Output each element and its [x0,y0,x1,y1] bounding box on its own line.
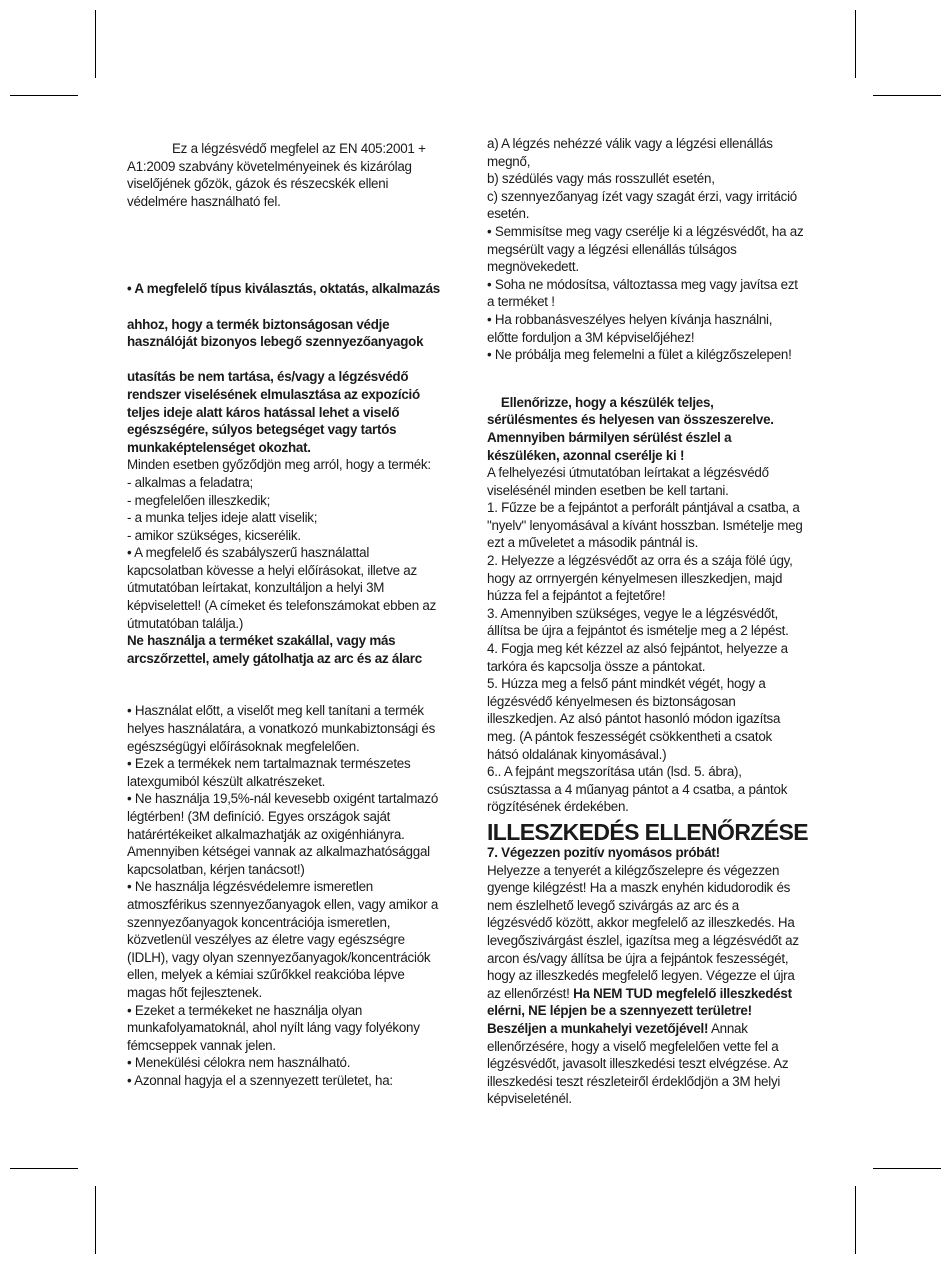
text-line: légzésvédő között, akkor megfelelő az illeszkedés. Ha [487,915,795,931]
text-line: Ellenőrizze, hogy a készülék teljes, [487,394,714,410]
text-line: - amikor szükséges, kicserélik. [127,527,301,543]
text-line: légzésvédő kényelmesen és biztonságosan [487,693,736,709]
text-line: viselőjének gőzök, gázok és részecskék elleni [127,176,389,192]
text-line: megsérült vagy a légzési ellenállás túlságos [487,241,737,257]
text-line: atmoszférikus szennyezőanyagok ellen, vagy amikor a [127,896,439,912]
text-line: • A megfelelő és szabályszerű használattal [127,545,370,561]
left-column [127,140,457,1090]
text-line: "nyelv" lenyomásával a kívánt hosszban. Ismételje meg [487,517,803,533]
text-line: hogy az illeszkedés megfelelő legyen. Végezze el újra [487,968,795,984]
text-span: Annak [708,1020,748,1036]
text-line: a terméket ! [487,294,555,310]
crop-mark [95,1186,96,1254]
text-line: hátsó oldalának kinyomásával.) [487,746,667,762]
text-line: állítsa be újra a fejpántot és ismételje meg a 2 lépést. [487,623,789,639]
text-line: • Használat előtt, a viselőt meg kell tanítani a termék [127,703,424,719]
crop-mark [855,10,856,78]
beard-warning: Ne használja a terméket szakállal, vagy más [127,633,396,649]
text-line: képviseleténél. [487,1091,572,1107]
inspection-warning [487,394,827,464]
text-line: tarkóra és kapcsolja össze a pántokat. [487,658,706,674]
text-line: 3. Amennyiben szükséges, vegye le a légzésvédőt, [487,605,778,621]
text-line: kapcsolatban kövesse a helyi előírásokat, illetve az [127,562,417,578]
right-column [487,135,827,1108]
text-line: illeszkedjen. Az alsó pántot hasonló módon igazítsa [487,711,781,727]
text-line: sérülésmentes és helyesen van összeszerelve. [487,412,774,428]
text-line: megnő, [487,153,531,169]
text-line: 5. Húzza meg a felső pánt mindkét végét, hogy a [487,676,766,692]
text-line: rögzítésének érdekében. [487,799,629,815]
text-line: viselésénél minden esetben be kell tartani. [487,482,729,498]
text-line: légtérben! (3M definíció. Egyes országok saját [127,809,391,824]
text-line: gyenge kilégzést! Ha a maszk enyhén kidudorodik és [487,880,791,896]
text-line: A1:2009 szabvány követelményeinek és kizárólag [127,158,412,174]
text-line [487,985,827,1003]
test-title: 7. Végezzen pozitív nyomásos próbát! [487,844,720,860]
text-line: latexgumiból készült alkatrészeket. [127,773,326,789]
text-line: A felhelyezési útmutatóban leírtakat a légzésvédő [487,465,769,481]
text-line: 6.. A fejpánt megszorítása után (lsd. 5. ábra), [487,764,742,780]
text-line: munkaképtelenséget okozhat. [127,439,311,455]
text-line: teljes ideje alatt káros hatással lehet a viselő [127,404,400,420]
text-line: - megfelelően illeszkedik; [127,492,271,508]
text-line: Amennyiben kétségei vannak az alkalmazhatósággal [127,844,430,860]
crop-mark [873,95,941,96]
text-line: • Menekülési célokra nem használható. [127,1055,351,1071]
text-line: illeszkedési teszt részleteiről érdeklődjön a 3M helyi [487,1073,781,1089]
text-line: esetén. [487,206,530,222]
text-line: • Ne próbálja meg felemelni a fület a kilégzőszelepen! [487,347,792,363]
text-line: rendszer viselésének elmulasztása az expozíció [127,386,420,402]
text-line: használóját bizonyos lebegő szennyezőanyagok [127,334,424,350]
text-line: csúsztassa a 4 műanyag pántot a 4 csatba, a pántok [487,781,788,797]
text-line: munkafolyamatoknál, ahol nyílt láng vagy folyékony [127,1020,420,1036]
final-paragraph [487,1038,827,1108]
text-span: az ellenőrzést! [487,985,574,1001]
text-line: képviselettel! (A címeket és telefonszámokat ebben az [127,598,437,614]
text-line: (IDLH), vagy olyan szennyezőanyagok/koncentrációk [127,949,431,965]
text-line: - a munka teljes ideje alatt viselik; [127,510,318,526]
section-heading: ILLESZKEDÉS ELLENŐRZÉSE [487,818,809,845]
text-line: c) szennyezőanyag ízét vagy szagát érzi, vagy irritáció [487,188,798,204]
text-line [487,1020,827,1038]
text-line: hogy az orrnyergén kényelmesen illeszkedjen, majd [487,570,783,586]
text-line: ellen, melyek a kémiai szűrőkkel reakcióba lépve [127,967,405,983]
text-line: légzésvédőt, javasolt illeszkedési teszt elvégzése. Az [487,1056,789,1072]
text-line: • Ne használja légzésvédelemre ismeretlen [127,879,374,895]
text-line: • Ezek a termékek nem tartalmaznak természetes [127,756,411,772]
text-line: ahhoz, hogy a termék biztonságosan védje [127,316,390,332]
fitting-instructions [487,464,827,816]
text-line: megnövekedett. [487,259,579,275]
text-line: b) szédülés vagy más rosszullét esetén, [487,171,715,187]
text-line: ezt a műveletet a második pántnál is. [487,535,699,551]
text-line: útmutatóban találja.) [127,615,244,631]
text-line: határértékeiket alkalmazhatják az oxigénhiányra. [127,826,405,842]
warning-heading: • A megfelelő típus kiválasztás, oktatás, alkalmazás [127,281,440,297]
text-line: • Ezeket a termékeket ne használja olyan [127,1002,363,1018]
beard-warning: arcszőrzettel, amely gátolhatja az arc és az álarc [127,650,422,666]
text-line: 4. Fogja meg két kézzel az alsó fejpántot, helyezze a [487,641,788,657]
text-line: levegőszivárgást észlel, igazítsa meg a légzésvédőt az [487,932,799,948]
text-line: nem észlelhető levegő szivárgás az arc és a [487,897,739,913]
text-line: - alkalmas a feladatra; [127,474,253,490]
text-line: Amennyiben bármilyen sérülést észlel a [487,429,732,445]
text-line: utasítás be nem tartása, és/vagy a légzésvédő [127,369,409,385]
crop-mark [873,1168,941,1169]
text-line: fémcseppek vannak jelen. [127,1037,276,1053]
text-line: elérni, NE lépjen be a szennyezett területre! [487,1003,752,1019]
crop-mark [95,10,96,78]
text-line: húzza fel a fejpántot a fejtetőre! [487,588,666,604]
text-line: Helyezze a tenyerét a kilégzőszelepre és végezzen [487,862,780,878]
text-line: Minden esetben győződjön meg arról, hogy a termék: [127,457,431,473]
text-line: egészségügyi előírásoknak megfelelően. [127,738,360,754]
bold-span: Ha NEM TUD megfelelő illeszkedést [573,985,792,1001]
crop-mark [10,95,78,96]
text-line: • Ha robbanásveszélyes helyen kívánja használni, [487,311,773,327]
text-line: készüléken, azonnal cserélje ki ! [487,447,685,463]
crop-mark [855,1186,856,1254]
text-line: ellenőrzésére, hogy a viselő megfelelően vette fel a [487,1038,779,1054]
condition-list [487,135,827,364]
text-line: 2. Helyezze a légzésvédőt az orra és a szája fölé úgy, [487,553,793,569]
text-line: arcon és/vagy állítsa be újra a fejpántok feszességét, [487,950,789,966]
text-line: védelmére használható fel. [127,193,281,209]
text-line: meg. (A pántok feszességét csökkentheti a csatok [487,729,772,744]
text-line: útmutatóban leírtakat, konzultáljon a helyi 3M [127,580,385,596]
text-line: kapcsolatban, kérjen tanácsot!) [127,861,305,877]
text-line: magas hőt fejlesztenek. [127,984,262,1000]
text-line: helyes használatára, a vonatkozó munkabiztonsági és [127,721,436,737]
text-line: 1. Fűzze be a fejpántot a perforált pántjával a csatba, a [487,500,800,516]
safety-bullets [127,702,457,1089]
text-line: • Soha ne módosítsa, változtassa meg vagy javítsa ezt [487,276,798,292]
text-line: Ez a légzésvédő megfelel az EN 405:2001 + [172,141,426,156]
crop-mark [10,1168,78,1169]
text-line: közvetlenül veszélyes az életre vagy egészségre [127,932,405,948]
intro-paragraph [127,140,457,210]
fit-test-paragraph [487,862,827,985]
text-line: a) A légzés nehézzé válik vagy a légzési ellenállás [487,136,773,151]
text-line: • Azonnal hagyja el a szennyezett területet, ha: [127,1072,393,1088]
text-line: • Ne használja 19,5%-nál kevesebb oxigént tartalmazó [127,791,439,807]
text-line: előtte forduljon a 3M képviselőjéhez! [487,329,695,345]
text-line: szennyezőanyagok koncentrációja ismeretlen, [127,914,391,930]
bold-span: Beszéljen a munkahelyi vezetőjével! [487,1020,709,1036]
text-line: egészségére, súlyos betegséget vagy tartós [127,422,397,438]
text-line: • Semmisítse meg vagy cserélje ki a légzésvédőt, ha az [487,223,804,239]
